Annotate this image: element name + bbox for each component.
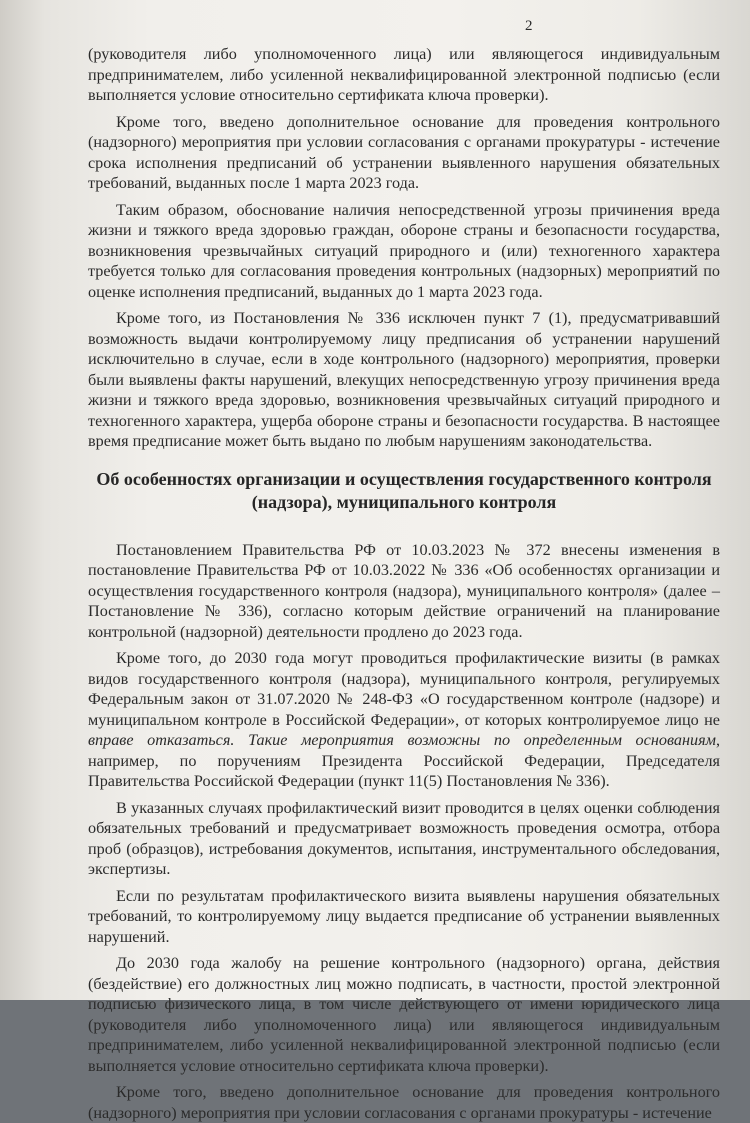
italic-text-run: вправе отказаться. Такие мероприятия возможны по определенным основаниям <box>88 731 716 749</box>
paragraph-visits <box>88 648 720 792</box>
paragraph: Кроме того, введено дополнительное основание для проведения контрольного (надзорного) мероприятия при условии согласования с органами прокуратуры - истечение срока исполнения предписаний об устранении выявленного нарушения обязательных требований, выданных после 1 марта 2023 года. <box>88 112 720 192</box>
paragraph: Кроме того, из Постановления № 336 исключен пункт 7 (1), предусматривавший возможность выдачи контролируемому лицу предписания об устранении нарушений исключительно в случае, если в ходе контрольного (надзорного) мероприятия, проверки были выявлены факты нарушений, влекущих непосредственную угрозу причинения вреда жизни и тяжкого вреда здоровью, возникновения чрезвычайных ситуаций природного и техногенного характера, ущерба обороне страны и безопасности государства. В настоящее время предписание может быть выдано по любым нарушениям законодательства. <box>88 309 720 450</box>
text-run: , например, по поручениям Президента Российской Федерации, Председателя Правительства Российской Федерации (пункт 11(5) Постановления № 336). <box>88 731 720 790</box>
spacer <box>88 514 720 540</box>
page-number: 2 <box>525 18 533 34</box>
paragraph: Если по результатам профилактического визита выявлены нарушения обязательных требований, то контролируемому лицу выдается предписание об устранении выявленных нарушений. <box>88 886 720 946</box>
paragraph: До 2030 года жалобу на решение контрольного (надзорного) органа, действия (бездействие) его должностных лиц можно подписать, в частности, простой электронной подписью физического лица, в том числе действующего от имени юридического лица (руководителя либо уполномоченного лица) или являющегося индивидуальным предпринимателем, либо усиленной неквалифицированной электронной подписью (если выполняется условие относительно сертификата ключа проверки). <box>88 954 720 1075</box>
document-body <box>88 44 720 1123</box>
section-heading: Об особенностях организации и осуществления государственного контроля (надзора), муниципального контроля <box>96 468 712 512</box>
paragraph: Кроме того, введено дополнительное основание для проведения контрольного (надзорного) мероприятия при условии согласования с органами прокуратуры - истечение <box>88 1083 720 1122</box>
paragraph: Таким образом, обоснование наличия непосредственной угрозы причинения вреда жизни и тяжкого вреда здоровью граждан, обороне страны и безопасности государства, возникновения чрезвычайных ситуаций природного и (или) техногенного характера требуется только для согласования проведения контрольных (надзорных) мероприятий по оценке исполнения предписаний, выданных до 1 марта 2023 года. <box>88 200 720 301</box>
paragraph: Постановлением Правительства РФ от 10.03.2023 № 372 внесены изменения в постановление Правительства РФ от 10.03.2022 № 336 «Об особенностях организации и осуществления государственного контроля (надзора), муниципального контроля» (далее – Постановление № 336), согласно которым действие ограничений на планирование контрольной (надзорной) деятельности продлено до 2023 года. <box>88 540 720 641</box>
paragraph: (руководителя либо уполномоченного лица) или являющегося индивидуальным предпринимателем, либо усиленной неквалифицированной электронной подписью (если выполняется условие относительно сертификата ключа проверки). <box>88 45 720 104</box>
paragraph: В указанных случаях профилактический визит проводится в целях оценки соблюдения обязательных требований и предусматривает возможность проведения осмотра, отбора проб (образцов), истребования документов, испытания, инструментального обследования, экспертизы. <box>88 798 720 878</box>
text-run: Кроме того, до 2030 года могут проводиться профилактические визиты (в рамках видов государственного контроля (надзора), муниципального контроля, регулируемых Федеральным закон от 31.07.2020 № 248-ФЗ «О государственном контроле (надзоре) и муниципальном контроле в Российской Федерации», от которых контролируемое лицо не <box>88 649 720 729</box>
